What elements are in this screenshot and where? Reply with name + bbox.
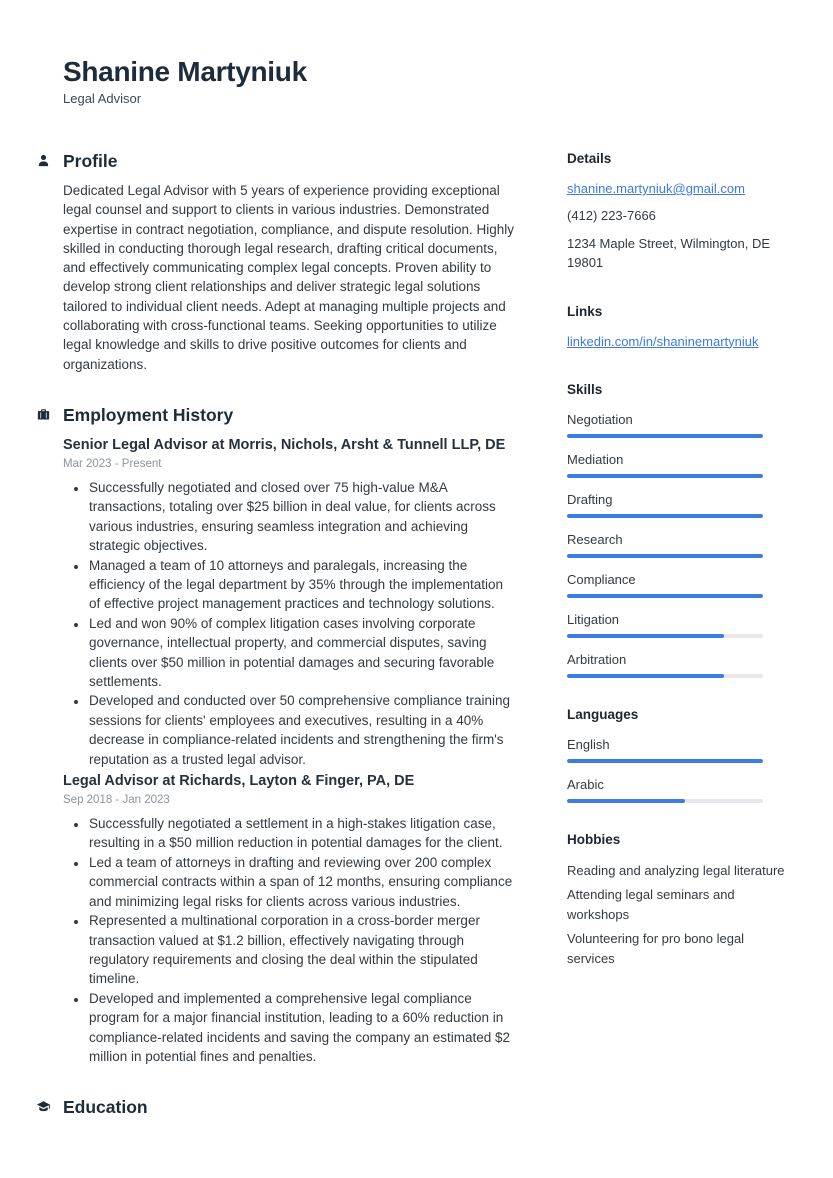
skill-label: Arbitration — [567, 651, 627, 667]
skill-bar-fill — [567, 634, 724, 638]
job-position: Legal Advisor at Richards, Layton & Finger, PA, DE — [63, 773, 415, 790]
skill-item — [567, 651, 785, 678]
skill-label: Negotiation — [567, 411, 633, 427]
details-heading: Details — [567, 151, 612, 166]
skill-bar-track — [567, 434, 763, 438]
job-bullet: • Developed and conducted over 50 comprehensive compliance training sessions for clients' employees and executives, resulting in a 40% decrease in compliance-related incidents and strengthening the firm's reputation as a trusted legal advisor. — [88, 691, 515, 769]
skill-item — [567, 571, 785, 598]
linkedin-link[interactable]: linkedin.com/in/shaninemartyniuk — [567, 333, 759, 349]
skill-label: Compliance — [567, 571, 636, 587]
section-profile — [63, 150, 515, 374]
skill-bar-fill — [567, 514, 763, 518]
job-bullet: • Led a team of attorneys in drafting and reviewing over 200 complex commercial contracts within a span of 12 months, ensuring compliance and minimizing legal risks for clients across various industries. — [88, 853, 515, 911]
language-item — [567, 736, 785, 763]
skill-bar-track — [567, 634, 763, 638]
content-columns — [63, 150, 785, 1118]
job-bullet: • Managed a team of 10 attorneys and paralegals, increasing the efficiency of the legal department by 35% through the implementation of effective project management practices and technology solutions. — [88, 556, 515, 614]
sidebar-section-links — [567, 303, 785, 351]
skill-bar-track — [567, 674, 763, 678]
job-bullet: • Successfully negotiated and closed over 75 high-value M&A transactions, totaling over $25 billion in deal value, for clients across various industries, ensuring seamless integration and achieving strategic objectives. — [88, 478, 515, 556]
resume-header — [63, 55, 785, 108]
email-link[interactable]: shanine.martyniuk@gmail.com — [567, 181, 745, 196]
address: 1234 Maple Street, Wilmington, DE 19801 — [567, 235, 771, 270]
skill-bar-fill — [567, 434, 763, 438]
skills-heading: Skills — [567, 381, 603, 397]
job-entry — [63, 435, 515, 769]
skill-bar-track — [567, 474, 763, 478]
job-bullet: • Developed and implemented a comprehensive legal compliance program for a major financial institution, leading to a 60% reduction in compliance-related incidents and saving the company an estimated $2 million in potential fines and penalties. — [88, 989, 515, 1067]
skill-item — [567, 611, 785, 638]
skill-label: Drafting — [567, 491, 613, 507]
job-entry — [63, 771, 515, 1066]
job-position: Senior Legal Advisor at Morris, Nichols, Arsht & Tunnell LLP, DE — [63, 436, 506, 453]
hobby-item: Reading and analyzing legal literature — [567, 862, 785, 878]
hobby-item: Attending legal seminars and workshops — [567, 887, 735, 922]
skill-label: Litigation — [567, 611, 620, 627]
person-name: Shanine Martyniuk — [63, 56, 307, 87]
job-bullet: • Led and won 90% of complex litigation cases involving corporate governance, intellectual property, and commercial disputes, saving clients over $50 million in potential damages and securing favorable settlements. — [88, 614, 515, 692]
briefcase-icon — [36, 407, 51, 422]
main-column — [63, 150, 515, 1118]
hobbies-heading: Hobbies — [567, 831, 621, 847]
profile-heading — [63, 150, 515, 172]
person-job-title: Legal Advisor — [63, 91, 142, 106]
language-bar-fill — [567, 759, 763, 763]
skill-item — [567, 531, 785, 558]
phone-number: (412) 223-7666 — [567, 208, 656, 223]
job-dates: Sep 2018 - Jan 2023 — [63, 794, 170, 807]
profile-heading-label: Profile — [63, 151, 118, 171]
languages-heading: Languages — [567, 706, 639, 722]
skill-label: Research — [567, 531, 623, 547]
person-icon — [36, 153, 51, 168]
section-education — [63, 1096, 515, 1118]
language-bar-fill — [567, 799, 685, 803]
language-item — [567, 776, 785, 803]
job-bullet: • Represented a multinational corporation in a cross-border merger transaction valued at $1.2 billion, effectively navigating through regulatory requirements and closing the deal within the stipulated timeline. — [88, 911, 515, 989]
sidebar — [567, 150, 785, 973]
skill-item — [567, 451, 785, 478]
education-heading-label: Education — [63, 1097, 148, 1118]
job-bullet: • Successfully negotiated a settlement in a high-stakes litigation case, resulting in a $50 million reduction in potential damages for the client. — [88, 814, 515, 853]
job-dates: Mar 2023 - Present — [63, 457, 162, 470]
skill-bar-fill — [567, 674, 724, 678]
language-label: Arabic — [567, 776, 604, 792]
skill-item — [567, 411, 785, 438]
skill-bar-track — [567, 554, 763, 558]
skill-bar-track — [567, 594, 763, 598]
hobby-item: Volunteering for pro bono legal services — [567, 931, 745, 966]
skill-bar-fill — [567, 554, 763, 558]
sidebar-section-hobbies — [567, 831, 785, 969]
skill-bar-fill — [567, 594, 763, 598]
language-bar-track — [567, 759, 763, 763]
job-bullet-list — [63, 478, 515, 769]
employment-heading-label: Employment History — [63, 404, 234, 425]
skill-label: Mediation — [567, 451, 624, 467]
graduation-cap-icon — [36, 1099, 51, 1114]
sidebar-section-languages — [567, 706, 785, 803]
links-heading: Links — [567, 303, 603, 319]
language-bar-track — [567, 799, 763, 803]
job-bullet-list — [63, 814, 515, 1066]
education-heading — [63, 1096, 515, 1118]
employment-heading — [63, 404, 515, 426]
skill-item — [567, 491, 785, 518]
sidebar-section-skills — [567, 381, 785, 678]
section-employment — [63, 404, 515, 1066]
sidebar-section-details — [567, 150, 785, 273]
profile-text: Dedicated Legal Advisor with 5 years of experience providing exceptional legal counsel and support to clients in various industries. Demonstrated expertise in contract negotiation, compliance, and dispute resolution. Highly skilled in conducting thorough legal research, drafting critical documents, and effectively communicating complex legal concepts. Proven ability to develop strong client relationships and deliver strategic legal solutions tailored to individual client needs. Adept at managing multiple projects and collaborating with cross-functional teams. Seeking opportunities to utilize legal knowledge and skills to drive positive outcomes for clients and organizations. — [63, 183, 515, 372]
language-label: English — [567, 736, 610, 752]
skill-bar-track — [567, 514, 763, 518]
skill-bar-fill — [567, 474, 763, 478]
